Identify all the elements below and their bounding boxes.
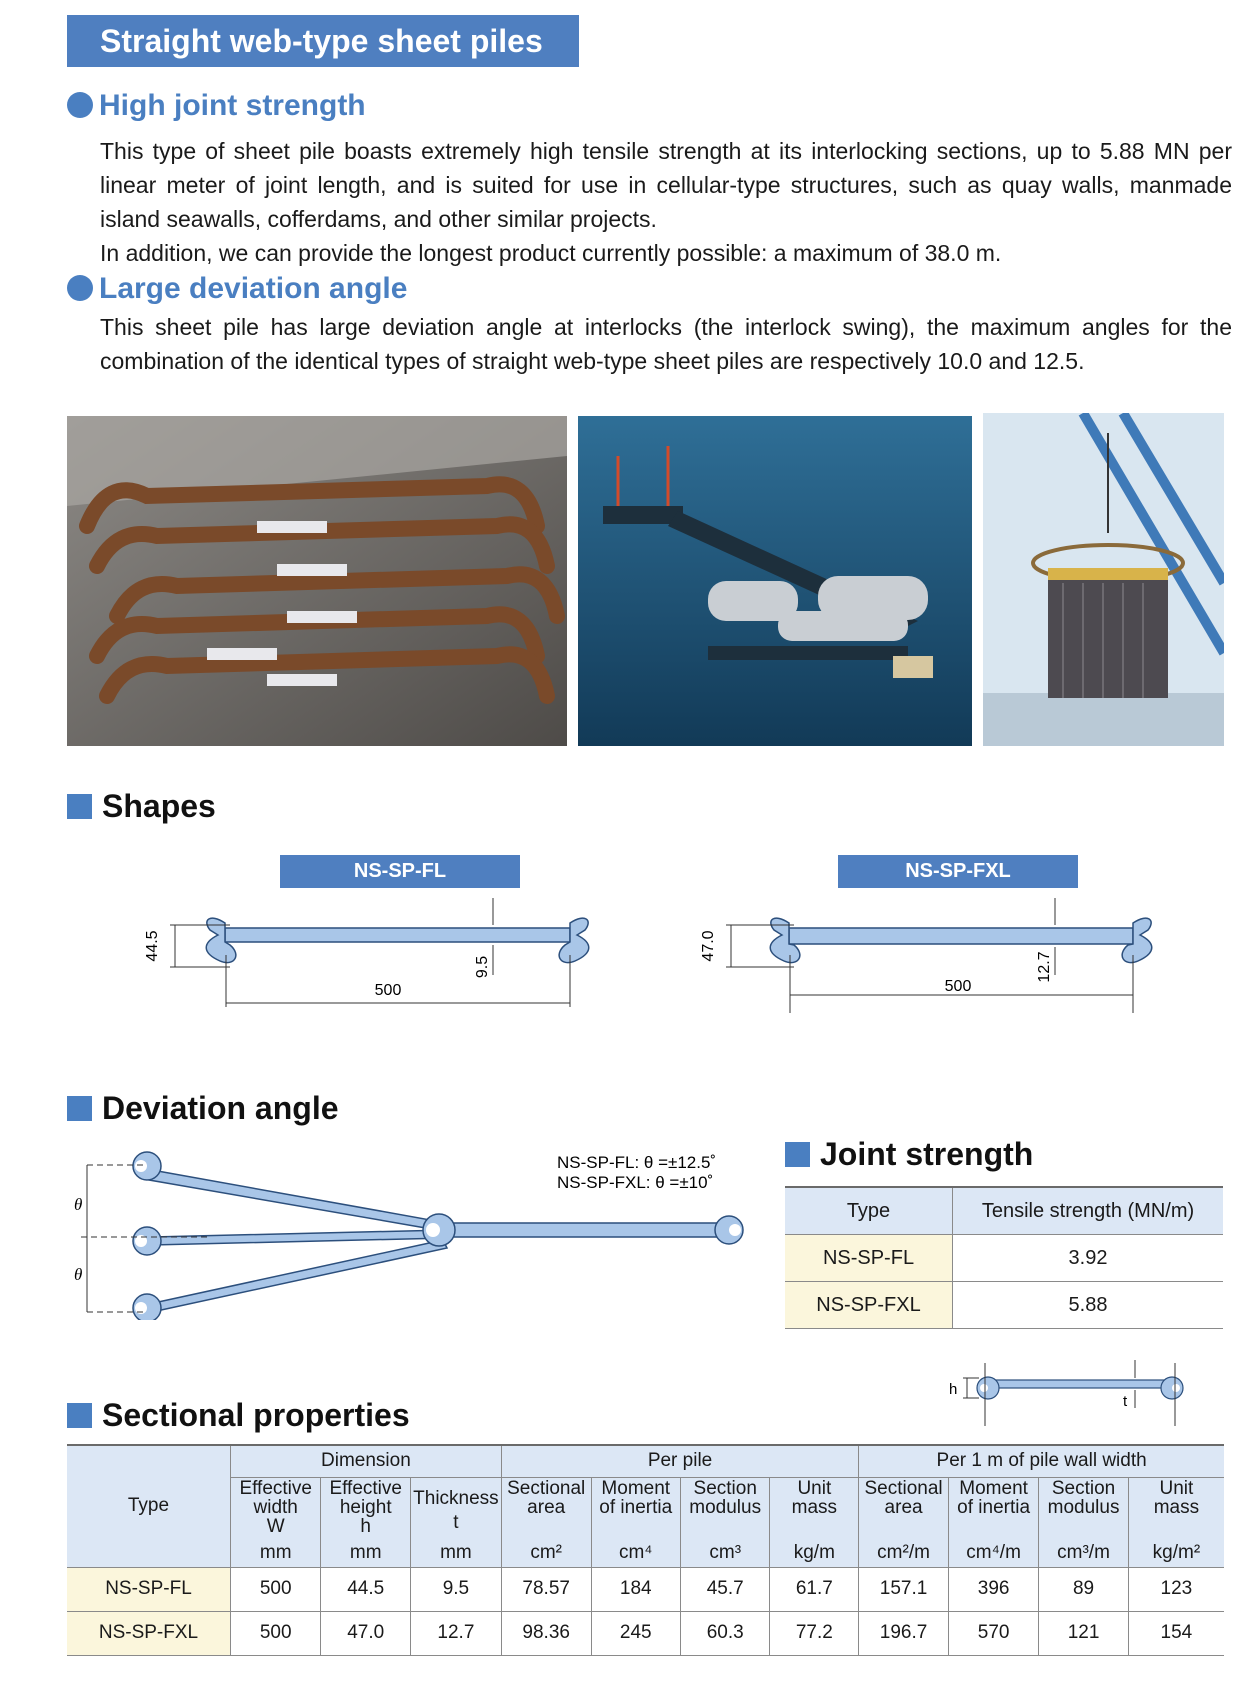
col-effective-height: Effective height h (321, 1477, 411, 1539)
value-cell: 61.7 (770, 1567, 859, 1611)
square-bullet-icon (67, 1403, 92, 1428)
joint-strength-table (785, 1186, 1223, 1329)
value-cell: 245 (591, 1611, 680, 1655)
square-bullet-icon (67, 1096, 92, 1121)
col-thickness: Thickness t (410, 1477, 501, 1539)
col-sectional-area-per-m: Sectional area (859, 1477, 949, 1539)
deviation-angle-heading: Deviation angle (67, 1090, 339, 1127)
shape-label-fxl: NS-SP-FXL (838, 855, 1078, 888)
col-unit-mass: Unit mass (770, 1477, 859, 1539)
offshore-cell-construction-photo (578, 416, 972, 746)
deviation-angle-diagram (67, 1140, 757, 1320)
value-cell: 500 (230, 1567, 321, 1611)
theta-lower-label: θ (74, 1265, 83, 1284)
page-title: Straight web-type sheet piles (100, 23, 543, 59)
bullet-dot-icon (67, 92, 93, 118)
shape-fl-height-label: 44.5 (144, 930, 161, 962)
group-dimension: Dimension (230, 1445, 501, 1477)
value-cell: 154 (1128, 1611, 1224, 1655)
value-cell: 123 (1128, 1567, 1224, 1611)
section-title-high-joint-strength: High joint strength (67, 89, 366, 123)
theta-upper-label: θ (74, 1195, 83, 1214)
sectional-key-diagram (935, 1358, 1225, 1428)
col-section-modulus-per-m: Section modulus (1039, 1477, 1129, 1539)
pile-section-fxl (770, 918, 1152, 962)
value-cell: 44.5 (321, 1567, 411, 1611)
value-cell: 45.7 (680, 1567, 770, 1611)
unit-cell: kg/m (770, 1539, 859, 1567)
unit-cell: cm⁴/m (948, 1539, 1038, 1567)
value-cell: 396 (948, 1567, 1038, 1611)
unit-cell: mm (410, 1539, 501, 1567)
shape-fxl-width-label: 500 (944, 978, 972, 995)
shapes-heading: Shapes (67, 788, 216, 825)
unit-cell: cm⁴ (591, 1539, 680, 1567)
col-moment-of-inertia: Moment of inertia (591, 1477, 680, 1539)
joint-value-cell: 5.88 (953, 1282, 1224, 1329)
col-unit-mass-per-m2: Unit mass (1128, 1477, 1224, 1539)
col-sectional-area: Sectional area (501, 1477, 591, 1539)
value-cell: 500 (230, 1611, 321, 1655)
paragraph-deviation: This sheet pile has large deviation angle at interlocks (the interlock swing), the maximum angles for the combination of the identical types of straight web-type sheet piles are respectively 10.0 and 12.5. (100, 314, 1232, 374)
table-row (67, 1611, 1224, 1655)
table-row (785, 1235, 1223, 1282)
value-cell: 12.7 (410, 1611, 501, 1655)
paragraph-joint-strength-1: This type of sheet pile boasts extremely high tensile strength at its interlocking sections, up to 5.88 MN per linear meter of joint length, and is suited for use in cellular-type structures, such as quay walls, manmade island seawalls, cofferdams, and other similar projects. (100, 138, 1232, 232)
unit-cell: cm³/m (1039, 1539, 1129, 1567)
shape-diagram-fxl (690, 895, 1190, 1035)
value-cell: 121 (1039, 1611, 1129, 1655)
page-title-banner (67, 15, 579, 67)
row-type-cell: NS-SP-FL (67, 1567, 230, 1611)
deviation-note-fxl: NS-SP-FXL: θ =±10˚ (557, 1173, 714, 1192)
value-cell: 47.0 (321, 1611, 411, 1655)
value-cell: 77.2 (770, 1611, 859, 1655)
joint-value-cell: 3.92 (953, 1235, 1224, 1282)
deviation-note-fl: NS-SP-FL: θ =±12.5˚ (557, 1153, 717, 1172)
table-header-row (785, 1187, 1223, 1235)
header-type: Type (785, 1187, 953, 1235)
col-section-modulus: Section modulus (680, 1477, 770, 1539)
value-cell: 9.5 (410, 1567, 501, 1611)
value-cell: 78.57 (501, 1567, 591, 1611)
value-cell: 98.36 (501, 1611, 591, 1655)
header-tensile-strength: Tensile strength (MN/m) (953, 1187, 1224, 1235)
shape-fl-thickness-label: 9.5 (474, 955, 491, 979)
col-effective-width: Effective width W (230, 1477, 321, 1539)
stacked-sheet-piles-photo (67, 416, 567, 746)
square-bullet-icon (67, 794, 92, 819)
joint-type-cell: NS-SP-FL (785, 1235, 953, 1282)
key-h-label: h (949, 1381, 958, 1398)
bullet-dot-icon (67, 275, 93, 301)
table-row (785, 1282, 1223, 1329)
unit-cell: cm² (501, 1539, 591, 1567)
table-group-header-row (67, 1445, 1224, 1477)
paragraph-joint-strength-2: In addition, we can provide the longest product currently possible: a maximum of 38.0 m. (100, 240, 1002, 266)
value-cell: 184 (591, 1567, 680, 1611)
joint-strength-heading: Joint strength (785, 1136, 1033, 1173)
table-row (67, 1567, 1224, 1611)
sectional-properties-heading: Sectional properties (67, 1397, 410, 1434)
shape-label-fl: NS-SP-FL (280, 855, 520, 888)
value-cell: 570 (948, 1611, 1038, 1655)
shape-fxl-thickness-label: 12.7 (1036, 951, 1053, 983)
header-type: Type (67, 1445, 230, 1567)
shape-fl-width-label: 500 (374, 982, 402, 999)
unit-cell: mm (321, 1539, 411, 1567)
sectional-properties-table (67, 1444, 1224, 1656)
unit-cell: cm²/m (859, 1539, 949, 1567)
col-moment-of-inertia-per-m: Moment of inertia (948, 1477, 1038, 1539)
value-cell: 60.3 (680, 1611, 770, 1655)
shape-diagram-fl (130, 895, 630, 1035)
row-type-cell: NS-SP-FXL (67, 1611, 230, 1655)
value-cell: 89 (1039, 1567, 1129, 1611)
pile-section-fl (206, 918, 589, 962)
unit-cell: cm³ (680, 1539, 770, 1567)
table-column-header-row (67, 1477, 1224, 1539)
value-cell: 196.7 (859, 1611, 949, 1655)
joint-type-cell: NS-SP-FXL (785, 1282, 953, 1329)
square-bullet-icon (785, 1142, 810, 1167)
unit-cell: mm (230, 1539, 321, 1567)
section-title-large-deviation-angle: Large deviation angle (67, 272, 407, 306)
crane-lifting-cell-photo (983, 413, 1224, 746)
key-t-label: t (1123, 1393, 1128, 1410)
unit-cell: kg/m² (1128, 1539, 1224, 1567)
table-unit-row (67, 1539, 1224, 1567)
group-per-pile: Per pile (501, 1445, 858, 1477)
value-cell: 157.1 (859, 1567, 949, 1611)
shape-fxl-height-label: 47.0 (700, 930, 717, 962)
group-per-meter: Per 1 m of pile wall width (859, 1445, 1224, 1477)
